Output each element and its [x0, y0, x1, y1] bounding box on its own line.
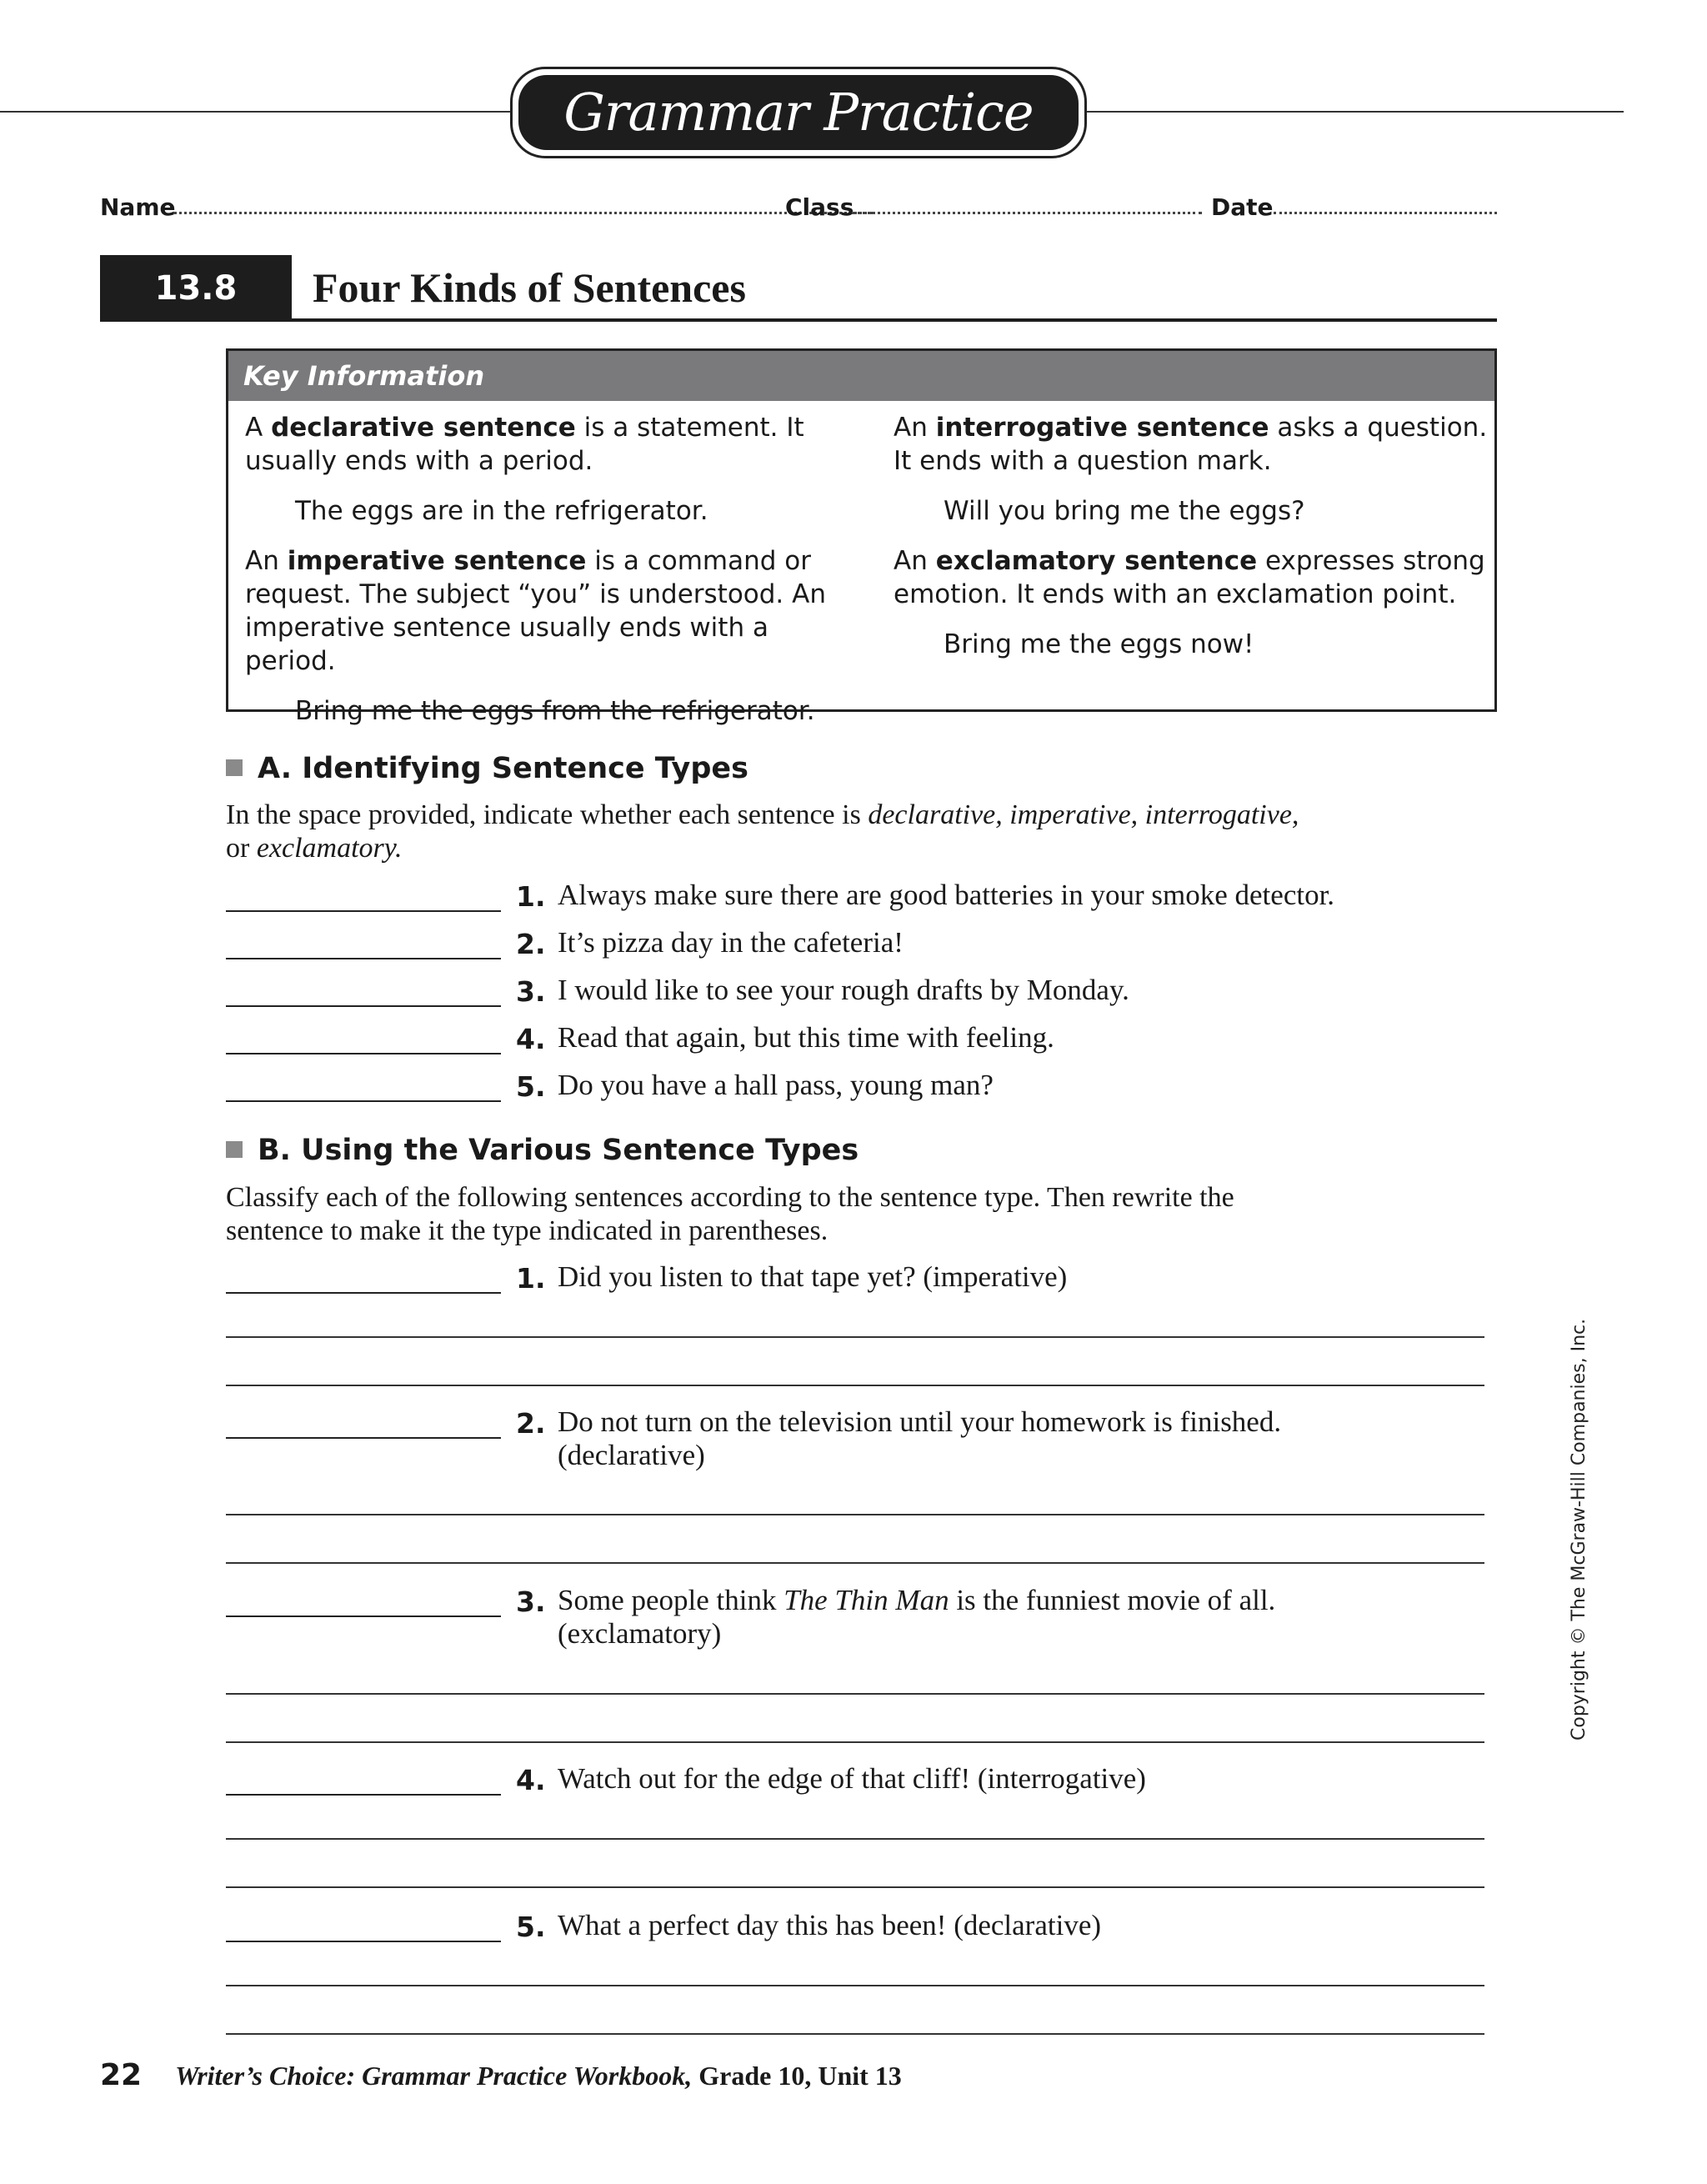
rewrite-line[interactable] [226, 1336, 1484, 1338]
item-text: I would like to see your rough drafts by Monday. [558, 974, 1129, 1006]
rewrite-line[interactable] [226, 1741, 1484, 1743]
item-number: 1. [516, 1262, 546, 1295]
answer-blank[interactable] [226, 1292, 501, 1294]
imperative-example: Bring me the eggs from the refrigerator. [295, 696, 815, 726]
answer-blank[interactable] [226, 1615, 501, 1617]
book-title: Writer’s Choice: Grammar Practice Workbook, [175, 2061, 693, 2091]
imperative-term: imperative sentence [287, 546, 587, 576]
part-a-item [226, 879, 1476, 915]
date-label: Date [1211, 193, 1274, 221]
rewrite-line[interactable] [226, 2033, 1484, 2035]
section-title: Four Kinds of Sentences [313, 264, 746, 311]
part-b-item [226, 1762, 1476, 1799]
rewrite-line[interactable] [226, 1693, 1484, 1695]
item-text: What a perfect day this has been! (declarative) [558, 1909, 1102, 1941]
rewrite-line[interactable] [226, 1985, 1484, 1986]
imperative-definition: An imperative sentence is a command or request. The subject “you” is understood. An imperative sentence usually ends with a period. [245, 546, 826, 676]
class-label: Class [785, 193, 854, 221]
page-footer [100, 2057, 902, 2094]
item-text: Read that again, but this time with feeling. [558, 1021, 1054, 1054]
item-text: Always make sure there are good batteries in your smoke detector. [558, 879, 1335, 911]
item-text: It’s pizza day in the cafeteria! [558, 926, 904, 959]
rewrite-line[interactable] [226, 1838, 1484, 1840]
declarative-example: The eggs are in the refrigerator. [295, 496, 708, 526]
part-b-heading: B. Using the Various Sentence Types [226, 1132, 859, 1169]
item-number: 3. [516, 1585, 546, 1618]
section-number: 13.8 [100, 255, 292, 322]
name-label: Name [100, 193, 176, 221]
interrogative-example: Will you bring me the eggs? [944, 496, 1305, 526]
item-number: 3. [516, 975, 546, 1008]
part-a-item [226, 1021, 1476, 1058]
rewrite-line[interactable] [226, 1514, 1484, 1515]
title-banner [510, 67, 1087, 158]
copyright-notice: Copyright © The McGraw-Hill Companies, Inc. [1569, 1318, 1589, 1741]
rewrite-line[interactable] [226, 1385, 1484, 1386]
exclamatory-example: Bring me the eggs now! [944, 629, 1254, 659]
exclamatory-definition: An exclamatory sentence expresses strong emotion. It ends with an exclamation point. [894, 546, 1485, 609]
item-text: Do you have a hall pass, young man? [558, 1069, 994, 1101]
part-b-item [226, 1909, 1476, 1946]
item-number: 4. [516, 1023, 546, 1055]
part-b-instructions: Classify each of the following sentences according to the sentence type. Then rewrite the sentence to make it the type indicated in parentheses. [226, 1182, 1234, 1246]
answer-blank[interactable] [226, 1100, 501, 1102]
page-number: 22 [100, 2058, 143, 2092]
item-number: 5. [516, 1911, 546, 1943]
declarative-definition: A declarative sentence is a statement. It usually ends with a period. [245, 413, 804, 476]
book-grade-unit: Grade 10, Unit 13 [692, 2061, 902, 2091]
item-number: 1. [516, 880, 546, 913]
item-number: 2. [516, 1407, 546, 1440]
part-a-heading: A. Identifying Sentence Types [226, 750, 748, 787]
answer-blank[interactable] [226, 1941, 501, 1942]
part-b-item [226, 1405, 1476, 1475]
item-text: Do not turn on the television until your homework is finished. (declarative) [558, 1405, 1282, 1471]
answer-blank[interactable] [226, 1794, 501, 1796]
item-number: 4. [516, 1764, 546, 1796]
square-bullet-icon [226, 759, 243, 776]
key-info-left-column [245, 411, 845, 744]
answer-blank[interactable] [226, 910, 501, 912]
part-a-item [226, 974, 1476, 1010]
part-a-instructions: In the space provided, indicate whether each sentence is declarative, imperative, interrogative, or exclamatory. [226, 799, 1299, 864]
rewrite-line[interactable] [226, 1886, 1484, 1888]
banner-title: Grammar Practice [518, 75, 1079, 150]
declarative-term: declarative sentence [271, 413, 576, 443]
item-number: 2. [516, 928, 546, 960]
interrogative-definition: An interrogative sentence asks a question. It ends with a question mark. [894, 413, 1488, 476]
key-info-right-column [894, 411, 1494, 678]
name-class-date-line [100, 193, 1497, 227]
item-text: Some people think The Thin Man is the funniest movie of all. (exclamatory) [558, 1584, 1276, 1650]
name-field[interactable] [173, 212, 874, 214]
part-a-item [226, 1069, 1476, 1105]
part-b-item [226, 1260, 1476, 1297]
interrogative-term: interrogative sentence [935, 413, 1269, 443]
answer-blank[interactable] [226, 1005, 501, 1007]
item-number: 5. [516, 1070, 546, 1103]
key-information-box [226, 348, 1497, 726]
part-a-item [226, 926, 1476, 963]
rewrite-line[interactable] [226, 1562, 1484, 1564]
item-text: Watch out for the edge of that cliff! (interrogative) [558, 1762, 1146, 1795]
class-field[interactable] [852, 212, 1202, 214]
answer-blank[interactable] [226, 958, 501, 959]
square-bullet-icon [226, 1141, 243, 1158]
part-b-item [226, 1584, 1476, 1654]
date-field[interactable] [1274, 212, 1497, 214]
item-text: Did you listen to that tape yet? (imperative) [558, 1260, 1068, 1293]
key-information-heading: Key Information [228, 351, 1494, 401]
answer-blank[interactable] [226, 1053, 501, 1054]
answer-blank[interactable] [226, 1437, 501, 1439]
section-rule [292, 318, 1497, 322]
exclamatory-term: exclamatory sentence [935, 546, 1258, 576]
